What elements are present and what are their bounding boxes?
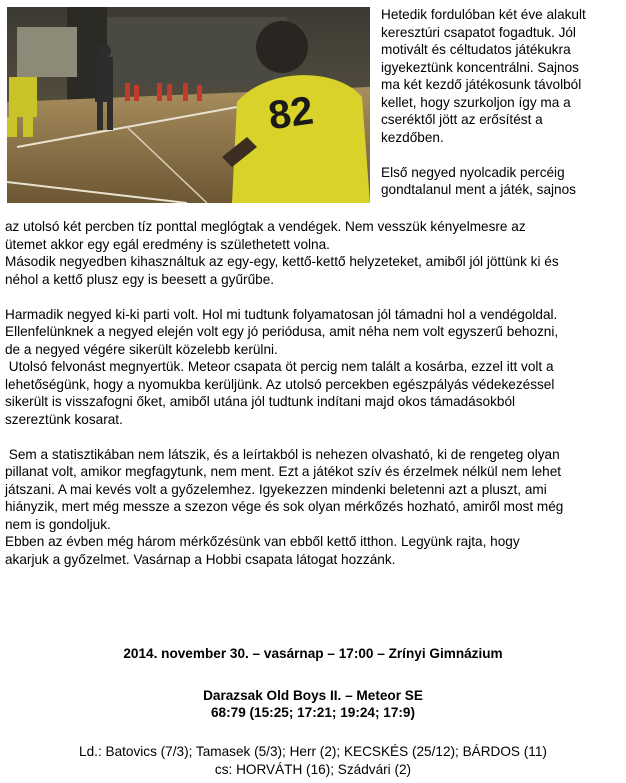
body-line: Utolsó felvonást megnyertük. Meteor csapata öt percig nem talált a kosárba, ezzel itt volt a [5,359,554,374]
scorers-away: cs: HORVÁTH (16); Szádvári (2) [214,762,412,777]
match-score: 68:79 (15:25; 17:21; 19:24; 17:9) [210,705,416,720]
body-line: de a negyed végére sikerült közelebb kerülni. [5,341,278,357]
first-quarter-line-2: gondtalanul ment a játék, sajnos [381,182,576,197]
body-line: Sem a statisztikában nem látszik, és a leírtakból is nehezen olvasható, ki de rengeteg olyan [5,446,560,462]
body-line: sikerült is visszafogni őket, amiből utána jól tudtunk indítani majd okos támadásokból [5,394,516,409]
body-line: pillanat volt, amikor megfagytunk, nem ment. Ezt a játékot szív és érzelmek nélkül nem lehet [5,464,562,479]
article-body [5,218,617,568]
intro-line-4: igyekeztünk koncentrálni. Sajnos [381,59,579,75]
first-quarter-line-1: Első negyed nyolcadik percéig [381,164,565,180]
match-teams: Darazsak Old Boys II. – Meteor SE [203,688,423,703]
intro-line-6: kellet, hogy szurkoljon így ma a [381,94,571,110]
body-line: szereztünk kosarat. [5,411,123,427]
scorers-home: Ld.: Batovics (7/3); Tamasek (5/3); Herr (2); KECSKÉS (25/12); BÁRDOS (11) [79,744,547,759]
intro-line-2: keresztúri csapatot fogadtuk. Jól [381,24,576,40]
gym-scene-image [7,7,370,203]
body-line: az utolsó két percben tíz ponttal meglógtak a vendégek. Nem vesszük kényelmesre az [5,219,526,234]
intro-line-1: Hetedik fordulóban két éve alakult [381,7,586,22]
body-line: játszani. A mai kevés volt a győzelemhez. Igyekezzen mindenki beletenni azt a pluszt, ami [5,481,547,497]
intro-line-8: kezdőben. [381,129,444,145]
match-date-line: 2014. november 30. – vasárnap – 17:00 – Zrínyi Gimnázium [123,646,503,661]
intro-line-7: cseréktől jött az erősítést a [381,112,543,127]
body-line: Második negyedben kihasználtuk az egy-egy, kettő-kettő helyzeteket, amiből jól jöttünk ki és [5,254,559,269]
body-line: nem is gondoljuk. [5,516,111,532]
body-line: Harmadik negyed ki-ki parti volt. Hol mi tudtunk folyamatosan jól támadni hol a vendégoldal. [5,306,558,322]
body-line: hiányzik, mert még messze a szezon vége és sok olyan mérkőzés hozható, amiről most még [5,499,564,514]
body-line: Ellenfelünknek a negyed elején volt egy jó periódusa, amit néha nem volt egyszerű behozni, [5,324,559,339]
body-line: néhol a kettő plusz egy is beesett a gyűrűbe. [5,271,275,287]
body-line: Ebben az évben még három mérkőzésünk van ebből kettő itthon. Legyünk rajta, hogy [5,534,520,549]
jersey-number: 82 [265,88,316,139]
body-line: ütemet akkor egy egál eredmény is születhetett volna. [5,236,330,252]
intro-line-3: motivált és céltudatos játékukra [381,42,571,57]
intro-line-5: ma két kezdő játékosunk távolból [381,77,582,92]
intro-paragraph [381,6,621,199]
basketball-photo [7,7,370,203]
body-line: akarjuk a győzelmet. Vasárnap a Hobbi csapata látogat hozzánk. [5,551,396,567]
body-line: lehetőségünk, hogy a nyomukba kerüljünk. Az utolsó percekben egészpályás védekezéssel [5,376,555,392]
